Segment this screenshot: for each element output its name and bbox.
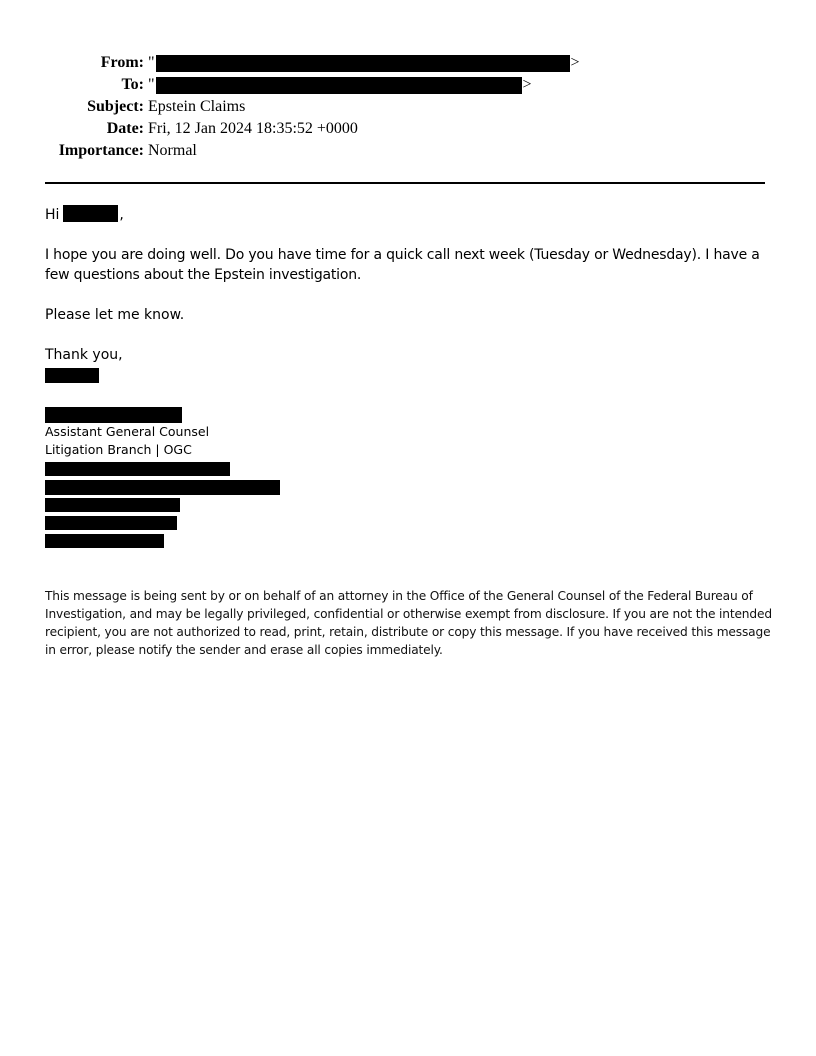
from-label: From:	[100, 54, 144, 71]
recipient-name-redaction	[63, 205, 118, 222]
to-address-redaction	[156, 77, 522, 94]
greeting	[45, 205, 765, 225]
signature-line-redaction-5	[45, 534, 164, 548]
subject-label: Subject:	[87, 98, 144, 115]
greeting-suffix: ,	[119, 207, 124, 223]
body-paragraph-1: I hope you are doing well. Do you have time for a quick call next week (Tuesday or Wednesday). I have a few questions about the Epstein investigation.	[45, 247, 760, 283]
to-suffix: >	[522, 76, 532, 93]
importance-value: Normal	[148, 142, 197, 159]
subject-value: Epstein Claims	[148, 98, 246, 115]
importance-row	[0, 140, 816, 162]
to-row	[0, 74, 816, 96]
importance-label: Importance:	[58, 142, 144, 159]
header-divider	[45, 182, 765, 184]
to-value	[148, 74, 532, 96]
date-row	[0, 118, 816, 140]
signature-branch: Litigation Branch | OGC	[45, 442, 192, 457]
signature-line-redaction-2	[45, 480, 280, 495]
to-label: To:	[121, 76, 144, 93]
closing: Thank you,	[45, 347, 123, 363]
from-row	[0, 52, 816, 74]
greeting-prefix: Hi	[45, 207, 60, 223]
from-address-redaction	[156, 55, 570, 72]
from-suffix: >	[570, 54, 580, 71]
from-prefix: "	[148, 54, 155, 71]
from-value	[148, 52, 580, 74]
email-header	[0, 52, 816, 162]
subject-row	[0, 96, 816, 118]
date-value: Fri, 12 Jan 2024 18:35:52 +0000	[148, 120, 358, 137]
signature-line-redaction-4	[45, 516, 177, 530]
sender-name-redaction	[45, 368, 99, 383]
body-paragraph-2: Please let me know.	[45, 307, 185, 323]
signature-line-redaction-3	[45, 498, 180, 512]
date-label: Date:	[106, 120, 144, 137]
signature-name-redaction	[45, 407, 182, 423]
signature-title: Assistant General Counsel	[45, 424, 210, 439]
legal-disclaimer: This message is being sent by or on behalf of an attorney in the Office of the General Counsel of the Federal Bureau of Investigation, and may be legally privileged, confidential or otherwise exempt from disclosure. If you are not the intended recipient, you are not authorized to read, print, retain, distribute or copy this message. If you have received this message in error, please notify the sender and erase all copies immediately.	[45, 589, 772, 657]
to-prefix: "	[148, 76, 155, 93]
signature-line-redaction-1	[45, 462, 230, 476]
